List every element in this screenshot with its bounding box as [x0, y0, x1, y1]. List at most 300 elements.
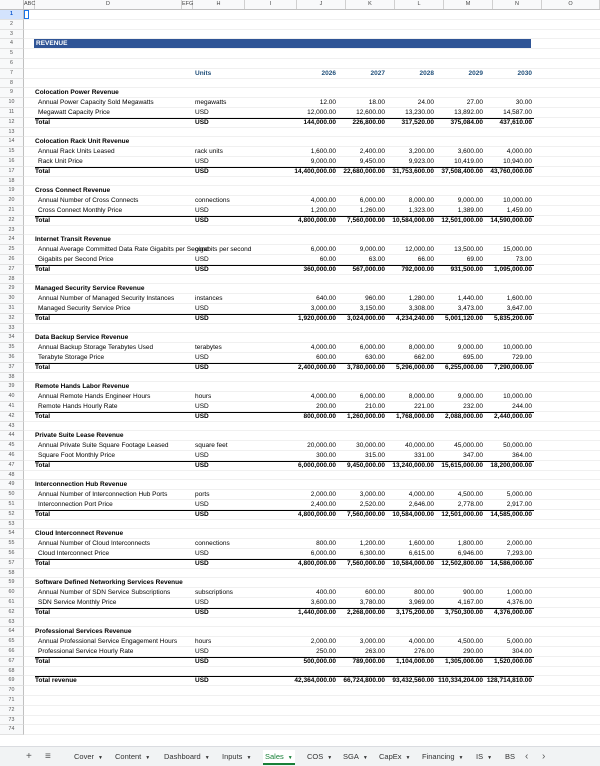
- sheet-tab-content[interactable]: [113, 750, 152, 764]
- row-number[interactable]: 7: [0, 69, 24, 79]
- row-number[interactable]: 48: [0, 471, 24, 481]
- tab-dropdown-icon[interactable]: ▼: [458, 755, 464, 761]
- group-total-value[interactable]: 22,680,000.00: [343, 167, 385, 175]
- column-header-abc[interactable]: ABC: [24, 1, 36, 7]
- line-item-value[interactable]: 45,000.00: [454, 442, 483, 450]
- column-header-o[interactable]: O: [542, 0, 600, 9]
- line-item-label[interactable]: Annual Backup Storage Terabytes Used: [38, 344, 154, 352]
- group-total-value[interactable]: 7,560,000.00: [347, 559, 385, 567]
- row-number[interactable]: 5: [0, 49, 24, 59]
- line-item-unit[interactable]: USD: [195, 305, 209, 312]
- line-item-label[interactable]: Annual Rack Units Leased: [38, 148, 115, 156]
- line-item-value[interactable]: 13,892.00: [454, 109, 483, 116]
- row-number[interactable]: 16: [0, 157, 24, 167]
- row-number[interactable]: 64: [0, 627, 24, 637]
- group-total-value[interactable]: 1,104,000.00: [396, 657, 434, 665]
- row-number[interactable]: 47: [0, 461, 24, 471]
- group-total-value[interactable]: 31,753,600.00: [392, 167, 434, 175]
- group-total-value[interactable]: 317,520.00: [401, 118, 434, 126]
- row-number[interactable]: 56: [0, 549, 24, 559]
- line-item-value[interactable]: 400.00: [316, 589, 336, 597]
- row-number[interactable]: 66: [0, 647, 24, 657]
- line-item-value[interactable]: 3,780.00: [359, 599, 385, 606]
- column-header-j[interactable]: J: [297, 0, 346, 9]
- line-item-value[interactable]: 6,615.00: [408, 550, 434, 557]
- line-item-unit[interactable]: terabytes: [195, 344, 222, 352]
- group-total-value[interactable]: 1,095,000.00: [494, 265, 532, 273]
- group-total-value[interactable]: 567,000.00: [352, 265, 385, 273]
- line-item-value[interactable]: 2,917.00: [506, 501, 532, 508]
- group-title[interactable]: Remote Hands Labor Revenue: [35, 383, 130, 391]
- group-total-value[interactable]: 3,750,300.00: [445, 608, 483, 616]
- tab-dropdown-icon[interactable]: ▼: [327, 755, 333, 761]
- group-total-value[interactable]: 500,000.00: [303, 657, 336, 665]
- line-item-value[interactable]: 1,000.00: [506, 589, 532, 597]
- row-number[interactable]: 74: [0, 725, 24, 735]
- line-item-unit[interactable]: USD: [195, 354, 209, 361]
- sheet-tab-financing[interactable]: [420, 750, 465, 764]
- row-number[interactable]: 68: [0, 667, 24, 677]
- row-number[interactable]: 11: [0, 108, 24, 118]
- line-item-value[interactable]: 15,000.00: [503, 246, 532, 254]
- sheet-tab-bs[interactable]: [503, 750, 517, 764]
- group-total-label[interactable]: Total: [35, 461, 51, 469]
- add-sheet-icon[interactable]: +: [26, 751, 32, 762]
- line-item-value[interactable]: 800.00: [316, 540, 336, 548]
- tab-dropdown-icon[interactable]: ▼: [287, 755, 293, 761]
- group-total-value[interactable]: 2,400,000.00: [298, 363, 336, 371]
- row-number[interactable]: 52: [0, 510, 24, 520]
- group-total-value[interactable]: 14,585,000.00: [490, 510, 532, 518]
- group-total-unit[interactable]: USD: [195, 559, 209, 567]
- group-total-value[interactable]: 12,502,800.00: [441, 559, 483, 567]
- group-total-value[interactable]: 1,768,000.00: [396, 412, 434, 420]
- group-title[interactable]: Cloud Interconnect Revenue: [35, 530, 124, 538]
- line-item-label[interactable]: Gigabits per Second Price: [38, 256, 114, 263]
- line-item-value[interactable]: 18.00: [368, 99, 385, 107]
- line-item-value[interactable]: 2,000.00: [310, 638, 336, 646]
- line-item-value[interactable]: 9,000.00: [457, 393, 483, 401]
- row-number[interactable]: 17: [0, 167, 24, 177]
- row-number[interactable]: 9: [0, 88, 24, 98]
- group-total-value[interactable]: 2,268,000.00: [347, 608, 385, 616]
- group-total-value[interactable]: 7,290,000.00: [494, 363, 532, 371]
- group-total-label[interactable]: Total: [35, 559, 51, 567]
- line-item-unit[interactable]: USD: [195, 648, 209, 655]
- line-item-unit[interactable]: connections: [195, 540, 230, 548]
- group-title[interactable]: Cross Connect Revenue: [35, 187, 111, 195]
- line-item-value[interactable]: 300.00: [316, 452, 336, 459]
- group-total-unit[interactable]: USD: [195, 412, 209, 420]
- line-item-value[interactable]: 9,000.00: [310, 158, 336, 165]
- group-total-value[interactable]: 6,000,000.00: [298, 461, 336, 469]
- line-item-unit[interactable]: USD: [195, 207, 209, 214]
- group-total-value[interactable]: 1,520,000.00: [494, 657, 532, 665]
- line-item-label[interactable]: Annual Number of Managed Security Instances: [38, 295, 175, 303]
- group-title[interactable]: Interconnection Hub Revenue: [35, 481, 128, 489]
- line-item-value[interactable]: 3,000.00: [359, 491, 385, 499]
- group-total-value[interactable]: 43,760,000.00: [490, 167, 532, 175]
- line-item-value[interactable]: 3,473.00: [457, 305, 483, 312]
- line-item-value[interactable]: 1,440.00: [457, 295, 483, 303]
- line-item-value[interactable]: 600.00: [365, 589, 385, 597]
- column-header-i[interactable]: I: [245, 0, 297, 9]
- row-number[interactable]: 59: [0, 578, 24, 588]
- line-item-value[interactable]: 4,000.00: [408, 638, 434, 646]
- line-item-value[interactable]: 2,646.00: [408, 501, 434, 508]
- group-total-value[interactable]: 10,584,000.00: [392, 510, 434, 518]
- line-item-value[interactable]: 250.00: [316, 648, 336, 655]
- group-title[interactable]: Colocation Power Revenue: [35, 89, 119, 97]
- group-total-label[interactable]: Total: [35, 608, 51, 616]
- line-item-value[interactable]: 9,000.00: [457, 197, 483, 205]
- group-total-value[interactable]: 931,500.00: [450, 265, 483, 273]
- row-number[interactable]: 31: [0, 304, 24, 314]
- line-item-unit[interactable]: USD: [195, 109, 209, 116]
- line-item-label[interactable]: Interconnection Port Price: [38, 501, 113, 508]
- total-revenue-value[interactable]: 128,714,810.00: [486, 677, 532, 685]
- row-number[interactable]: 21: [0, 206, 24, 216]
- line-item-value[interactable]: 1,389.00: [457, 207, 483, 214]
- line-item-value[interactable]: 4,000.00: [506, 148, 532, 156]
- sheet-tab-is[interactable]: [474, 750, 494, 764]
- line-item-value[interactable]: 900.00: [463, 589, 483, 597]
- group-total-value[interactable]: 3,024,000.00: [347, 314, 385, 322]
- line-item-label[interactable]: Rack Unit Price: [38, 158, 83, 165]
- group-total-value[interactable]: 4,800,000.00: [298, 510, 336, 518]
- line-item-value[interactable]: 1,800.00: [457, 540, 483, 548]
- group-total-label[interactable]: Total: [35, 167, 51, 175]
- row-number[interactable]: 51: [0, 500, 24, 510]
- row-number[interactable]: 19: [0, 186, 24, 196]
- line-item-value[interactable]: 4,000.00: [310, 344, 336, 352]
- group-total-label[interactable]: Total: [35, 118, 51, 126]
- tab-dropdown-icon[interactable]: ▼: [98, 755, 103, 761]
- line-item-value[interactable]: 13,230.00: [405, 109, 434, 116]
- all-sheets-menu-icon[interactable]: ≡: [45, 751, 51, 762]
- line-item-value[interactable]: 6,000.00: [310, 550, 336, 557]
- line-item-value[interactable]: 729.00: [512, 354, 532, 361]
- row-number[interactable]: 67: [0, 657, 24, 667]
- group-total-label[interactable]: Total: [35, 216, 51, 224]
- group-total-label[interactable]: Total: [35, 657, 51, 665]
- row-number[interactable]: 45: [0, 441, 24, 451]
- line-item-label[interactable]: Cross Connect Monthly Price: [38, 207, 123, 214]
- column-header-d[interactable]: D: [35, 0, 182, 9]
- line-item-value[interactable]: 210.00: [365, 403, 385, 410]
- group-total-value[interactable]: 789,000.00: [352, 657, 385, 665]
- line-item-value[interactable]: 364.00: [512, 452, 532, 459]
- row-number[interactable]: 58: [0, 569, 24, 579]
- line-item-value[interactable]: 6,000.00: [359, 344, 385, 352]
- column-header-h[interactable]: H: [193, 0, 245, 9]
- line-item-unit[interactable]: USD: [195, 501, 209, 508]
- group-title[interactable]: Professional Services Revenue: [35, 628, 132, 636]
- row-number[interactable]: 10: [0, 98, 24, 108]
- row-number[interactable]: 63: [0, 618, 24, 628]
- line-item-value[interactable]: 30,000.00: [356, 442, 385, 450]
- group-total-value[interactable]: 15,615,000.00: [441, 461, 483, 469]
- row-number[interactable]: 30: [0, 294, 24, 304]
- row-number[interactable]: 60: [0, 588, 24, 598]
- line-item-unit[interactable]: USD: [195, 403, 209, 410]
- group-total-unit[interactable]: USD: [195, 167, 209, 175]
- line-item-value[interactable]: 3,647.00: [506, 305, 532, 312]
- row-number[interactable]: 6: [0, 59, 24, 69]
- group-total-value[interactable]: 226,800.00: [352, 118, 385, 126]
- line-item-value[interactable]: 3,308.00: [408, 305, 434, 312]
- line-item-value[interactable]: 315.00: [365, 452, 385, 459]
- line-item-unit[interactable]: connections: [195, 197, 230, 205]
- line-item-value[interactable]: 244.00: [512, 403, 532, 410]
- line-item-value[interactable]: 10,000.00: [503, 197, 532, 205]
- row-number[interactable]: 44: [0, 431, 24, 441]
- row-number[interactable]: 36: [0, 353, 24, 363]
- line-item-value[interactable]: 2,400.00: [359, 148, 385, 156]
- next-sheet-icon[interactable]: ›: [542, 751, 546, 762]
- column-header-m[interactable]: M: [444, 0, 493, 9]
- row-number[interactable]: 14: [0, 137, 24, 147]
- total-revenue-value[interactable]: 66,724,800.00: [343, 677, 385, 685]
- group-title[interactable]: Managed Security Service Revenue: [35, 285, 145, 293]
- line-item-value[interactable]: 3,150.00: [359, 305, 385, 312]
- total-revenue-value[interactable]: 42,364,000.00: [294, 677, 336, 685]
- line-item-value[interactable]: 73.00: [515, 256, 532, 263]
- row-number[interactable]: 57: [0, 559, 24, 569]
- row-number[interactable]: 26: [0, 255, 24, 265]
- column-header-n[interactable]: N: [493, 0, 542, 9]
- line-item-label[interactable]: Annual Number of Interconnection Hub Ports: [38, 491, 168, 499]
- line-item-value[interactable]: 63.00: [368, 256, 385, 263]
- line-item-label[interactable]: Annual Number of SDN Service Subscriptions: [38, 589, 171, 597]
- tab-dropdown-icon[interactable]: ▼: [145, 755, 151, 761]
- row-number[interactable]: 27: [0, 265, 24, 275]
- line-item-value[interactable]: 2,400.00: [310, 501, 336, 508]
- total-revenue-value[interactable]: 110,334,204.00: [438, 677, 483, 685]
- line-item-value[interactable]: 200.00: [316, 403, 336, 410]
- group-total-unit[interactable]: USD: [195, 461, 209, 469]
- line-item-value[interactable]: 3,969.00: [408, 599, 434, 606]
- line-item-value[interactable]: 5,000.00: [506, 638, 532, 646]
- group-total-value[interactable]: 4,800,000.00: [298, 216, 336, 224]
- line-item-unit[interactable]: gigabits per second: [195, 246, 252, 254]
- line-item-value[interactable]: 232.00: [463, 403, 483, 410]
- group-total-label[interactable]: Total: [35, 363, 51, 371]
- line-item-value[interactable]: 20,000.00: [307, 442, 336, 450]
- line-item-value[interactable]: 4,000.00: [310, 393, 336, 401]
- row-number[interactable]: 38: [0, 373, 24, 383]
- line-item-value[interactable]: 800.00: [414, 589, 434, 597]
- group-total-value[interactable]: 14,590,000.00: [490, 216, 532, 224]
- line-item-value[interactable]: 4,000.00: [408, 491, 434, 499]
- group-total-value[interactable]: 4,376,000.00: [494, 608, 532, 616]
- line-item-value[interactable]: 3,600.00: [457, 148, 483, 156]
- group-total-unit[interactable]: USD: [195, 657, 209, 665]
- line-item-value[interactable]: 3,000.00: [310, 305, 336, 312]
- line-item-value[interactable]: 960.00: [365, 295, 385, 303]
- row-number[interactable]: 32: [0, 314, 24, 324]
- row-number[interactable]: 37: [0, 363, 24, 373]
- row-number[interactable]: 2: [0, 20, 24, 30]
- line-item-value[interactable]: 12,000.00: [307, 109, 336, 116]
- tab-dropdown-icon[interactable]: ▼: [405, 755, 411, 761]
- row-number[interactable]: 24: [0, 235, 24, 245]
- line-item-label[interactable]: Megawatt Capacity Price: [38, 109, 110, 116]
- line-item-value[interactable]: 276.00: [414, 648, 434, 655]
- line-item-value[interactable]: 30.00: [515, 99, 532, 107]
- group-total-value[interactable]: 5,296,000.00: [396, 363, 434, 371]
- row-number[interactable]: 8: [0, 79, 24, 89]
- line-item-value[interactable]: 8,000.00: [408, 197, 434, 205]
- line-item-value[interactable]: 600.00: [316, 354, 336, 361]
- line-item-value[interactable]: 12,600.00: [356, 109, 385, 116]
- tab-dropdown-icon[interactable]: ▼: [204, 755, 210, 761]
- group-total-unit[interactable]: USD: [195, 314, 209, 322]
- line-item-unit[interactable]: subscriptions: [195, 589, 233, 597]
- row-number[interactable]: 35: [0, 343, 24, 353]
- line-item-value[interactable]: 40,000.00: [405, 442, 434, 450]
- line-item-value[interactable]: 5,000.00: [506, 491, 532, 499]
- line-item-label[interactable]: Cloud Interconnect Price: [38, 550, 110, 557]
- group-total-unit[interactable]: USD: [195, 118, 209, 126]
- prev-sheet-icon[interactable]: ‹: [525, 751, 529, 762]
- sheet-tab-cover[interactable]: [72, 750, 105, 764]
- group-total-value[interactable]: 1,920,000.00: [298, 314, 336, 322]
- line-item-value[interactable]: 347.00: [463, 452, 483, 459]
- line-item-unit[interactable]: instances: [195, 295, 223, 303]
- group-total-value[interactable]: 14,400,000.00: [294, 167, 336, 175]
- total-revenue-unit[interactable]: USD: [195, 677, 209, 685]
- group-total-value[interactable]: 10,584,000.00: [392, 559, 434, 567]
- line-item-value[interactable]: 6,000.00: [359, 393, 385, 401]
- line-item-value[interactable]: 3,600.00: [310, 599, 336, 606]
- row-number[interactable]: 70: [0, 686, 24, 696]
- line-item-unit[interactable]: USD: [195, 158, 209, 165]
- total-revenue-label[interactable]: Total revenue: [35, 677, 77, 685]
- row-number[interactable]: 42: [0, 412, 24, 422]
- row-number[interactable]: 34: [0, 333, 24, 343]
- group-total-value[interactable]: 1,440,000.00: [298, 608, 336, 616]
- row-number[interactable]: 1: [0, 10, 24, 20]
- line-item-label[interactable]: Terabyte Storage Price: [38, 354, 105, 361]
- row-number[interactable]: 73: [0, 716, 24, 726]
- line-item-value[interactable]: 4,000.00: [310, 197, 336, 205]
- column-header-l[interactable]: L: [395, 0, 444, 9]
- line-item-value[interactable]: 1,459.00: [506, 207, 532, 214]
- group-total-value[interactable]: 13,240,000.00: [392, 461, 434, 469]
- line-item-value[interactable]: 1,200.00: [310, 207, 336, 214]
- line-item-value[interactable]: 14,587.00: [503, 109, 532, 116]
- sheet-tab-sga[interactable]: [341, 750, 370, 764]
- group-total-unit[interactable]: USD: [195, 608, 209, 616]
- group-total-value[interactable]: 6,255,000.00: [445, 363, 483, 371]
- group-total-value[interactable]: 7,560,000.00: [347, 510, 385, 518]
- line-item-value[interactable]: 662.00: [414, 354, 434, 361]
- line-item-value[interactable]: 10,000.00: [503, 344, 532, 352]
- row-number[interactable]: 46: [0, 451, 24, 461]
- line-item-value[interactable]: 13,500.00: [454, 246, 483, 254]
- group-total-value[interactable]: 14,586,000.00: [490, 559, 532, 567]
- row-number[interactable]: 65: [0, 637, 24, 647]
- column-header-k[interactable]: K: [346, 0, 395, 9]
- line-item-value[interactable]: 2,778.00: [457, 501, 483, 508]
- row-number[interactable]: 33: [0, 324, 24, 334]
- line-item-value[interactable]: 1,600.00: [506, 295, 532, 303]
- line-item-label[interactable]: Professional Service Hourly Rate: [38, 648, 134, 655]
- tab-dropdown-icon[interactable]: ▼: [246, 755, 252, 761]
- line-item-value[interactable]: 263.00: [365, 648, 385, 655]
- line-item-value[interactable]: 9,923.00: [408, 158, 434, 165]
- row-number[interactable]: 43: [0, 422, 24, 432]
- line-item-value[interactable]: 8,000.00: [408, 344, 434, 352]
- line-item-value[interactable]: 3,000.00: [359, 638, 385, 646]
- group-total-unit[interactable]: USD: [195, 265, 209, 273]
- group-total-label[interactable]: Total: [35, 412, 51, 420]
- column-header-efg[interactable]: EFG: [182, 1, 194, 7]
- line-item-label[interactable]: SDN Service Monthly Price: [38, 599, 117, 606]
- group-total-value[interactable]: 37,508,400.00: [441, 167, 483, 175]
- line-item-value[interactable]: 304.00: [512, 648, 532, 655]
- line-item-unit[interactable]: hours: [195, 393, 212, 401]
- line-item-value[interactable]: 10,419.00: [454, 158, 483, 165]
- row-number[interactable]: 29: [0, 284, 24, 294]
- line-item-value[interactable]: 2,000.00: [506, 540, 532, 548]
- group-total-value[interactable]: 2,088,000.00: [445, 412, 483, 420]
- sheet-tab-sales[interactable]: [263, 750, 295, 765]
- group-title[interactable]: Data Backup Service Revenue: [35, 334, 129, 342]
- line-item-value[interactable]: 12,000.00: [405, 246, 434, 254]
- line-item-value[interactable]: 695.00: [463, 354, 483, 361]
- line-item-unit[interactable]: hours: [195, 638, 212, 646]
- row-number[interactable]: 53: [0, 520, 24, 530]
- line-item-value[interactable]: 1,280.00: [408, 295, 434, 303]
- group-total-value[interactable]: 10,584,000.00: [392, 216, 434, 224]
- line-item-value[interactable]: 8,000.00: [408, 393, 434, 401]
- row-number[interactable]: 12: [0, 118, 24, 128]
- group-total-value[interactable]: 2,440,000.00: [494, 412, 532, 420]
- group-total-value[interactable]: 3,175,200.00: [396, 608, 434, 616]
- row-number[interactable]: 25: [0, 245, 24, 255]
- row-number[interactable]: 40: [0, 392, 24, 402]
- group-total-unit[interactable]: USD: [195, 216, 209, 224]
- row-number[interactable]: 3: [0, 30, 24, 40]
- group-total-value[interactable]: 18,200,000.00: [490, 461, 532, 469]
- row-number[interactable]: 20: [0, 196, 24, 206]
- group-total-value[interactable]: 5,001,120.00: [445, 314, 483, 322]
- line-item-label[interactable]: Square Foot Monthly Price: [38, 452, 115, 459]
- line-item-unit[interactable]: square feet: [195, 442, 228, 450]
- line-item-label[interactable]: Annual Professional Service Engagement Hours: [38, 638, 178, 646]
- row-number[interactable]: 18: [0, 177, 24, 187]
- row-number[interactable]: 62: [0, 608, 24, 618]
- line-item-value[interactable]: 60.00: [319, 256, 336, 263]
- row-number[interactable]: 61: [0, 598, 24, 608]
- line-item-value[interactable]: 1,323.00: [408, 207, 434, 214]
- line-item-unit[interactable]: USD: [195, 452, 209, 459]
- group-total-value[interactable]: 437,610.00: [499, 118, 532, 126]
- line-item-value[interactable]: 2,520.00: [359, 501, 385, 508]
- group-total-value[interactable]: 9,450,000.00: [347, 461, 385, 469]
- group-total-label[interactable]: Total: [35, 510, 51, 518]
- line-item-unit[interactable]: USD: [195, 599, 209, 606]
- line-item-value[interactable]: 6,946.00: [457, 550, 483, 557]
- line-item-value[interactable]: 221.00: [414, 403, 434, 410]
- row-number[interactable]: 39: [0, 382, 24, 392]
- line-item-value[interactable]: 10,000.00: [503, 393, 532, 401]
- line-item-value[interactable]: 24.00: [417, 99, 434, 107]
- line-item-label[interactable]: Annual Average Committed Data Rate Gigabits per Second: [38, 246, 209, 254]
- tab-dropdown-icon[interactable]: ▼: [362, 755, 368, 761]
